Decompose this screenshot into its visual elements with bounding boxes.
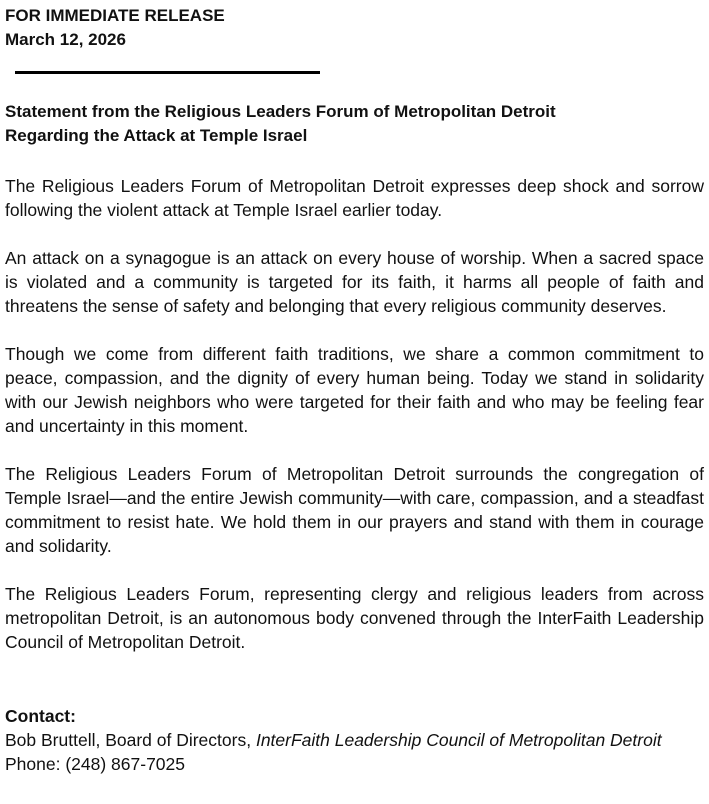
- divider-line: [15, 71, 320, 74]
- statement-heading: [5, 100, 705, 148]
- paragraph-5: The Religious Leaders Forum, representing clergy and religious leaders from across metropolitan Detroit, is an autonomous body convened through the InterFaith Leadership Council of Metropolitan Detroit.: [5, 584, 704, 652]
- paragraph-3: Though we come from different faith traditions, we share a common commitment to peace, compassion, and the dignity of every human being. Today we stand in solidarity with our Jewish neighbors who were targeted for their faith and who may be feeling fear and uncertainty in this moment.: [5, 344, 704, 436]
- contact-phone: Phone: (248) 867-7025: [5, 754, 185, 774]
- contact-block: [5, 704, 704, 776]
- paragraph-1: The Religious Leaders Forum of Metropolitan Detroit expresses deep shock and sorrow following the violent attack at Temple Israel earlier today.: [5, 176, 704, 220]
- statement-body: [5, 174, 704, 678]
- paragraph-4: The Religious Leaders Forum of Metropolitan Detroit surrounds the congregation of Temple Israel—and the entire Jewish community—with care, compassion, and a steadfast commitment to resist hate. We hold them in our prayers and stand with them in courage and solidarity.: [5, 464, 704, 556]
- release-label: FOR IMMEDIATE RELEASE: [5, 6, 225, 25]
- contact-label: Contact:: [5, 706, 76, 726]
- statement-heading-line-2: Regarding the Attack at Temple Israel: [5, 126, 308, 145]
- paragraph-2: An attack on a synagogue is an attack on every house of worship. When a sacred space is violated and a community is targeted for its faith, it harms all people of faith and threatens the sense of safety and belonging that every religious community deserves.: [5, 248, 704, 316]
- contact-organization: InterFaith Leadership Council of Metropolitan Detroit: [255, 730, 662, 750]
- contact-name-title: Bob Bruttell, Board of Directors,: [5, 730, 256, 750]
- statement-heading-line-1: Statement from the Religious Leaders Forum of Metropolitan Detroit: [5, 102, 556, 121]
- release-date: March 12, 2026: [5, 30, 126, 49]
